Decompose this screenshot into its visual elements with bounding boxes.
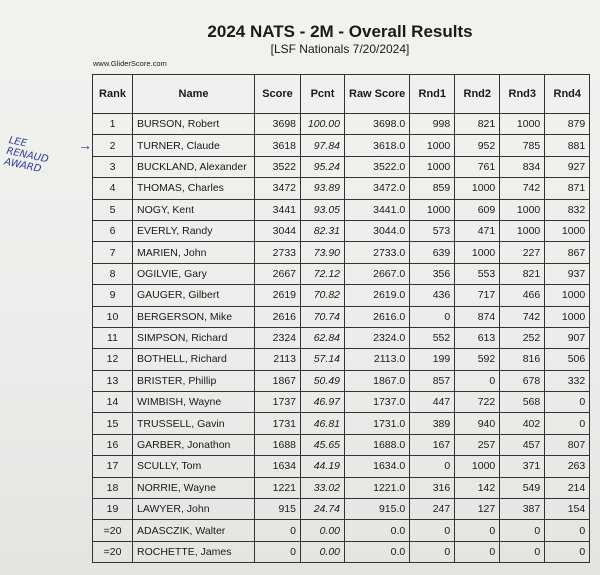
rnd1-cell: 0 (410, 520, 455, 541)
rnd3-cell: 227 (500, 242, 545, 263)
rnd2-cell: 0 (455, 370, 500, 391)
raw-score-cell: 0.0 (345, 541, 410, 562)
raw-score-cell: 1731.0 (345, 413, 410, 434)
score-cell: 2733 (255, 242, 301, 263)
rnd2-cell: 722 (455, 392, 500, 413)
rank-cell: 3 (93, 156, 133, 177)
rnd3-cell: 371 (500, 456, 545, 477)
name-cell: NOGY, Kent (133, 199, 255, 220)
raw-score-cell: 2324.0 (345, 327, 410, 348)
table-header-row (93, 75, 590, 114)
rnd4-cell: 1000 (545, 306, 590, 327)
column-header: Pcnt (301, 75, 345, 114)
name-cell: ADASCZIK, Walter (133, 520, 255, 541)
rank-cell: 1 (93, 114, 133, 135)
score-cell: 915 (255, 499, 301, 520)
name-cell: ROCHETTE, James (133, 541, 255, 562)
rnd1-cell: 1000 (410, 199, 455, 220)
raw-score-cell: 3698.0 (345, 114, 410, 135)
score-cell: 1634 (255, 456, 301, 477)
column-header: Score (255, 75, 301, 114)
rnd3-cell: 1000 (500, 199, 545, 220)
pcnt-cell: 97.84 (301, 135, 345, 156)
pcnt-cell: 57.14 (301, 349, 345, 370)
column-header: Name (133, 75, 255, 114)
rnd3-cell: 252 (500, 327, 545, 348)
rnd2-cell: 940 (455, 413, 500, 434)
name-cell: WIMBISH, Wayne (133, 392, 255, 413)
score-cell: 2113 (255, 349, 301, 370)
rnd4-cell: 907 (545, 327, 590, 348)
rnd2-cell: 0 (455, 520, 500, 541)
page-subtitle: [LSF Nationals 7/20/2024] (270, 42, 410, 56)
rnd1-cell: 0 (410, 456, 455, 477)
rnd4-cell: 879 (545, 114, 590, 135)
rnd2-cell: 874 (455, 306, 500, 327)
handwritten-arrow-icon: → (78, 137, 92, 153)
rnd1-cell: 356 (410, 263, 455, 284)
name-cell: LAWYER, John (133, 499, 255, 520)
table-row (93, 413, 590, 434)
rnd2-cell: 471 (455, 220, 500, 241)
name-cell: OGILVIE, Gary (133, 263, 255, 284)
table-row (93, 392, 590, 413)
table-row (93, 541, 590, 562)
column-header: Rnd3 (500, 75, 545, 114)
rnd2-cell: 613 (455, 327, 500, 348)
rnd1-cell: 447 (410, 392, 455, 413)
pcnt-cell: 72.12 (301, 263, 345, 284)
raw-score-cell: 1221.0 (345, 477, 410, 498)
rnd3-cell: 1000 (500, 114, 545, 135)
rnd1-cell: 552 (410, 327, 455, 348)
table-row (93, 499, 590, 520)
table-row (93, 242, 590, 263)
name-cell: GAUGER, Gilbert (133, 285, 255, 306)
name-cell: SIMPSON, Richard (133, 327, 255, 348)
name-cell: BOTHELL, Richard (133, 349, 255, 370)
name-cell: GARBER, Jonathon (133, 434, 255, 455)
rnd3-cell: 387 (500, 499, 545, 520)
rnd1-cell: 857 (410, 370, 455, 391)
raw-score-cell: 2619.0 (345, 285, 410, 306)
score-cell: 3472 (255, 178, 301, 199)
raw-score-cell: 1634.0 (345, 456, 410, 477)
rnd3-cell: 466 (500, 285, 545, 306)
rnd1-cell: 0 (410, 541, 455, 562)
rank-cell: 19 (93, 499, 133, 520)
table-row (93, 199, 590, 220)
table-row (93, 135, 590, 156)
rank-cell: 6 (93, 220, 133, 241)
raw-score-cell: 1688.0 (345, 434, 410, 455)
score-cell: 1221 (255, 477, 301, 498)
raw-score-cell: 1737.0 (345, 392, 410, 413)
table-row (93, 456, 590, 477)
name-cell: BERGERSON, Mike (133, 306, 255, 327)
rnd3-cell: 816 (500, 349, 545, 370)
table-row (93, 477, 590, 498)
rank-cell: 8 (93, 263, 133, 284)
pcnt-cell: 33.02 (301, 477, 345, 498)
rnd3-cell: 1000 (500, 220, 545, 241)
column-header: Rnd2 (455, 75, 500, 114)
table-row (93, 520, 590, 541)
rnd4-cell: 832 (545, 199, 590, 220)
rnd2-cell: 1000 (455, 178, 500, 199)
pcnt-cell: 100.00 (301, 114, 345, 135)
name-cell: BURSON, Robert (133, 114, 255, 135)
rnd3-cell: 568 (500, 392, 545, 413)
raw-score-cell: 2616.0 (345, 306, 410, 327)
rnd2-cell: 609 (455, 199, 500, 220)
rnd3-cell: 742 (500, 178, 545, 199)
rnd4-cell: 0 (545, 413, 590, 434)
rnd2-cell: 1000 (455, 456, 500, 477)
raw-score-cell: 1867.0 (345, 370, 410, 391)
raw-score-cell: 3618.0 (345, 135, 410, 156)
rank-cell: 4 (93, 178, 133, 199)
rnd4-cell: 332 (545, 370, 590, 391)
score-cell: 0 (255, 520, 301, 541)
rnd4-cell: 807 (545, 434, 590, 455)
rnd2-cell: 553 (455, 263, 500, 284)
rank-cell: =20 (93, 520, 133, 541)
pcnt-cell: 45.65 (301, 434, 345, 455)
score-cell: 2667 (255, 263, 301, 284)
table-row (93, 434, 590, 455)
rnd4-cell: 506 (545, 349, 590, 370)
rnd3-cell: 678 (500, 370, 545, 391)
column-header: Rank (93, 75, 133, 114)
name-cell: TURNER, Claude (133, 135, 255, 156)
table-row (93, 263, 590, 284)
pcnt-cell: 73.90 (301, 242, 345, 263)
table-row (93, 370, 590, 391)
table-row (93, 349, 590, 370)
rnd1-cell: 436 (410, 285, 455, 306)
name-cell: NORRIE, Wayne (133, 477, 255, 498)
rnd1-cell: 316 (410, 477, 455, 498)
pcnt-cell: 46.97 (301, 392, 345, 413)
raw-score-cell: 3441.0 (345, 199, 410, 220)
rank-cell: 7 (93, 242, 133, 263)
rnd1-cell: 998 (410, 114, 455, 135)
name-cell: THOMAS, Charles (133, 178, 255, 199)
rnd3-cell: 0 (500, 520, 545, 541)
rnd3-cell: 0 (500, 541, 545, 562)
rnd4-cell: 937 (545, 263, 590, 284)
score-cell: 2616 (255, 306, 301, 327)
site-url: www.GliderScore.com (93, 59, 167, 68)
rnd3-cell: 742 (500, 306, 545, 327)
pcnt-cell: 70.82 (301, 285, 345, 306)
rank-cell: =20 (93, 541, 133, 562)
rnd2-cell: 821 (455, 114, 500, 135)
pcnt-cell: 0.00 (301, 520, 345, 541)
column-header: Rnd4 (545, 75, 590, 114)
rnd2-cell: 761 (455, 156, 500, 177)
rnd4-cell: 0 (545, 541, 590, 562)
score-cell: 3698 (255, 114, 301, 135)
rank-cell: 10 (93, 306, 133, 327)
rank-cell: 9 (93, 285, 133, 306)
score-cell: 3044 (255, 220, 301, 241)
raw-score-cell: 2667.0 (345, 263, 410, 284)
rnd4-cell: 0 (545, 520, 590, 541)
rnd4-cell: 1000 (545, 285, 590, 306)
score-cell: 3522 (255, 156, 301, 177)
column-header: Rnd1 (410, 75, 455, 114)
pcnt-cell: 0.00 (301, 541, 345, 562)
handwritten-note: LEE RENAUD AWARD (3, 135, 50, 176)
table-row (93, 178, 590, 199)
pcnt-cell: 50.49 (301, 370, 345, 391)
rank-cell: 14 (93, 392, 133, 413)
rank-cell: 18 (93, 477, 133, 498)
table-row (93, 114, 590, 135)
score-cell: 3441 (255, 199, 301, 220)
rnd1-cell: 199 (410, 349, 455, 370)
score-cell: 1688 (255, 434, 301, 455)
rnd1-cell: 167 (410, 434, 455, 455)
name-cell: BUCKLAND, Alexander (133, 156, 255, 177)
rnd1-cell: 1000 (410, 135, 455, 156)
pcnt-cell: 82.31 (301, 220, 345, 241)
table-row (93, 327, 590, 348)
name-cell: BRISTER, Phillip (133, 370, 255, 391)
rnd3-cell: 785 (500, 135, 545, 156)
rank-cell: 13 (93, 370, 133, 391)
pcnt-cell: 70.74 (301, 306, 345, 327)
score-cell: 1737 (255, 392, 301, 413)
rnd4-cell: 263 (545, 456, 590, 477)
raw-score-cell: 2113.0 (345, 349, 410, 370)
rank-cell: 11 (93, 327, 133, 348)
score-cell: 2619 (255, 285, 301, 306)
score-cell: 1731 (255, 413, 301, 434)
table-row (93, 306, 590, 327)
raw-score-cell: 0.0 (345, 520, 410, 541)
rnd2-cell: 952 (455, 135, 500, 156)
column-header: Raw Score (345, 75, 410, 114)
rnd1-cell: 573 (410, 220, 455, 241)
page-title: 2024 NATS - 2M - Overall Results (207, 22, 473, 41)
score-cell: 2324 (255, 327, 301, 348)
pcnt-cell: 44.19 (301, 456, 345, 477)
rank-cell: 17 (93, 456, 133, 477)
raw-score-cell: 2733.0 (345, 242, 410, 263)
rnd1-cell: 389 (410, 413, 455, 434)
rnd3-cell: 834 (500, 156, 545, 177)
rnd1-cell: 639 (410, 242, 455, 263)
raw-score-cell: 3472.0 (345, 178, 410, 199)
rank-cell: 12 (93, 349, 133, 370)
table-body (93, 114, 590, 563)
pcnt-cell: 46.81 (301, 413, 345, 434)
rnd2-cell: 717 (455, 285, 500, 306)
rnd1-cell: 0 (410, 306, 455, 327)
rnd2-cell: 142 (455, 477, 500, 498)
score-cell: 0 (255, 541, 301, 562)
rnd3-cell: 402 (500, 413, 545, 434)
name-cell: MARIEN, John (133, 242, 255, 263)
rank-cell: 2 (93, 135, 133, 156)
rnd3-cell: 821 (500, 263, 545, 284)
rnd4-cell: 154 (545, 499, 590, 520)
rnd4-cell: 867 (545, 242, 590, 263)
rnd4-cell: 871 (545, 178, 590, 199)
pcnt-cell: 95.24 (301, 156, 345, 177)
name-cell: EVERLY, Randy (133, 220, 255, 241)
rnd4-cell: 1000 (545, 220, 590, 241)
rnd3-cell: 457 (500, 434, 545, 455)
table-row (93, 220, 590, 241)
rnd1-cell: 1000 (410, 156, 455, 177)
rnd4-cell: 927 (545, 156, 590, 177)
rnd4-cell: 0 (545, 392, 590, 413)
raw-score-cell: 3044.0 (345, 220, 410, 241)
raw-score-cell: 3522.0 (345, 156, 410, 177)
pcnt-cell: 93.89 (301, 178, 345, 199)
name-cell: TRUSSELL, Gavin (133, 413, 255, 434)
rnd4-cell: 214 (545, 477, 590, 498)
table-row (93, 156, 590, 177)
table-row (93, 285, 590, 306)
pcnt-cell: 62.84 (301, 327, 345, 348)
pcnt-cell: 24.74 (301, 499, 345, 520)
rank-cell: 5 (93, 199, 133, 220)
rnd1-cell: 859 (410, 178, 455, 199)
pcnt-cell: 93.05 (301, 199, 345, 220)
rnd2-cell: 592 (455, 349, 500, 370)
rnd1-cell: 247 (410, 499, 455, 520)
rnd2-cell: 257 (455, 434, 500, 455)
rank-cell: 15 (93, 413, 133, 434)
rnd2-cell: 1000 (455, 242, 500, 263)
score-cell: 3618 (255, 135, 301, 156)
rnd3-cell: 549 (500, 477, 545, 498)
rnd2-cell: 0 (455, 541, 500, 562)
name-cell: SCULLY, Tom (133, 456, 255, 477)
raw-score-cell: 915.0 (345, 499, 410, 520)
rank-cell: 16 (93, 434, 133, 455)
rnd4-cell: 881 (545, 135, 590, 156)
rnd2-cell: 127 (455, 499, 500, 520)
results-table (92, 74, 590, 563)
score-cell: 1867 (255, 370, 301, 391)
